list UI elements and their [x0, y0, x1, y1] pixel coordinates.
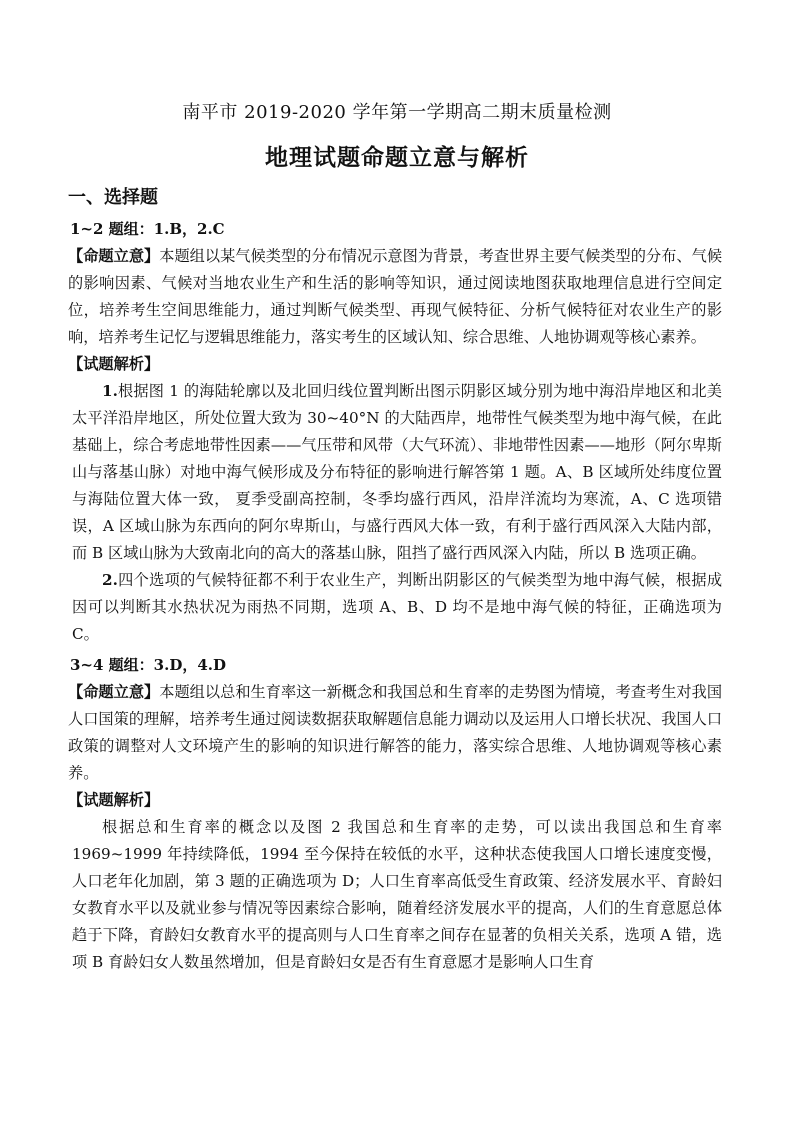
document-page: [68, 98, 723, 976]
question-group-2-heading: 3~4 题组：3.D，4.D: [70, 656, 226, 674]
section-heading: 一、选择题: [68, 187, 158, 208]
question-2-analysis: [72, 567, 722, 648]
question-number: 2.: [102, 571, 118, 589]
question-number: 1.: [102, 382, 118, 400]
question-2-text: 四个选项的气候特征都不利于农业生产，判断出阴影区的气候类型为地中海气候，根据成因可以判断其水热状况为雨热不同期，选项 A、B、D 均不是地中海气候的特征，正确选项为 C。: [72, 571, 722, 643]
intent-tag: 【命题立意】: [68, 247, 160, 265]
intent-text: 本题组以某气候类型的分布情况示意图为背景，考查世界主要气候类型的分布、气候的影响因素、气候对当地农业生产和生活的影响等知识，通过阅读地图获取地理信息进行空间定位，培养考生空间思维能力，通过判断气候类型、再现气候特征、分析气候特征对农业生产的影响，培养考生记忆与逻辑思维能力，落实考生的区域认知、综合思维、人地协调观等核心素养。: [68, 247, 723, 346]
group-1-intent: [68, 243, 722, 351]
intent-tag: 【命题立意】: [68, 683, 160, 701]
group-2-analysis-tag: 【试题解析】: [68, 791, 160, 809]
document-title: 地理试题命题立意与解析: [265, 144, 529, 171]
questions-3-4-analysis: 根据总和生育率的概念以及图 2 我国总和生育率的走势，可以读出我国总和生育率 1969~1999 年持续降低，1994 至今保持在较低的水平，这种状态使我国人口增长速度变慢，人口老年化加剧，第 3 题的正确选项为 D；人口生育率高低受生育政策、经济发展水平、育龄妇女教育水平以及就业参与情况等因素综合影响，随着经济发展水平的提高，人们的生育意愿总体趋于下降，育龄妇女教育水平的提高则与人口生育率之间存在显著的负相关关系，选项 A 错，选项 B 育龄妇女人数虽然增加，但是育龄妇女是否有生育意愿才是影响人口生育: [72, 818, 722, 971]
group-2-intent: [68, 679, 722, 787]
intent-text: 本题组以总和生育率这一新概念和我国总和生育率的走势图为情境，考查考生对我国人口国策的理解，培养考生通过阅读数据获取解题信息能力调动以及运用人口增长状况、我国人口政策的调整对人文环境产生的影响的知识进行解答的能力，落实综合思维、人地协调观等核心素养。: [68, 683, 723, 782]
group-1-analysis-tag: 【试题解析】: [68, 355, 160, 373]
exam-subtitle: 南平市 2019-2020 学年第一学期高二期末质量检测: [182, 102, 612, 123]
question-group-1-heading: 1~2 题组：1.B，2.C: [70, 220, 225, 238]
question-1-analysis: [72, 378, 722, 567]
question-1-text: 根据图 1 的海陆轮廓以及北回归线位置判断出图示阴影区域分别为地中海沿岸地区和北美太平洋沿岸地区，所处位置大致为 30~40°N 的大陆西岸，地带性气候类型为地中海气候，在此基础上，综合考虑地带性因素——气压带和风带（大气环流）、非地带性因素——地形（阿尔卑斯山与落基山脉）对地中海气候形成及分布特征的影响进行解答第 1 题。A、B 区域所处纬度位置与海陆位置大体一致， 夏季受副高控制，冬季均盛行西风，沿岸洋流均为寒流，A、C 选项错误，A 区域山脉为东西向的阿尔卑斯山，与盛行西风大体一致，有利于盛行西风深入大陆内部，而 B 区域山脉为大致南北向的高大的落基山脉，阻挡了盛行西风深入内陆，所以 B 选项正确。: [72, 382, 722, 562]
